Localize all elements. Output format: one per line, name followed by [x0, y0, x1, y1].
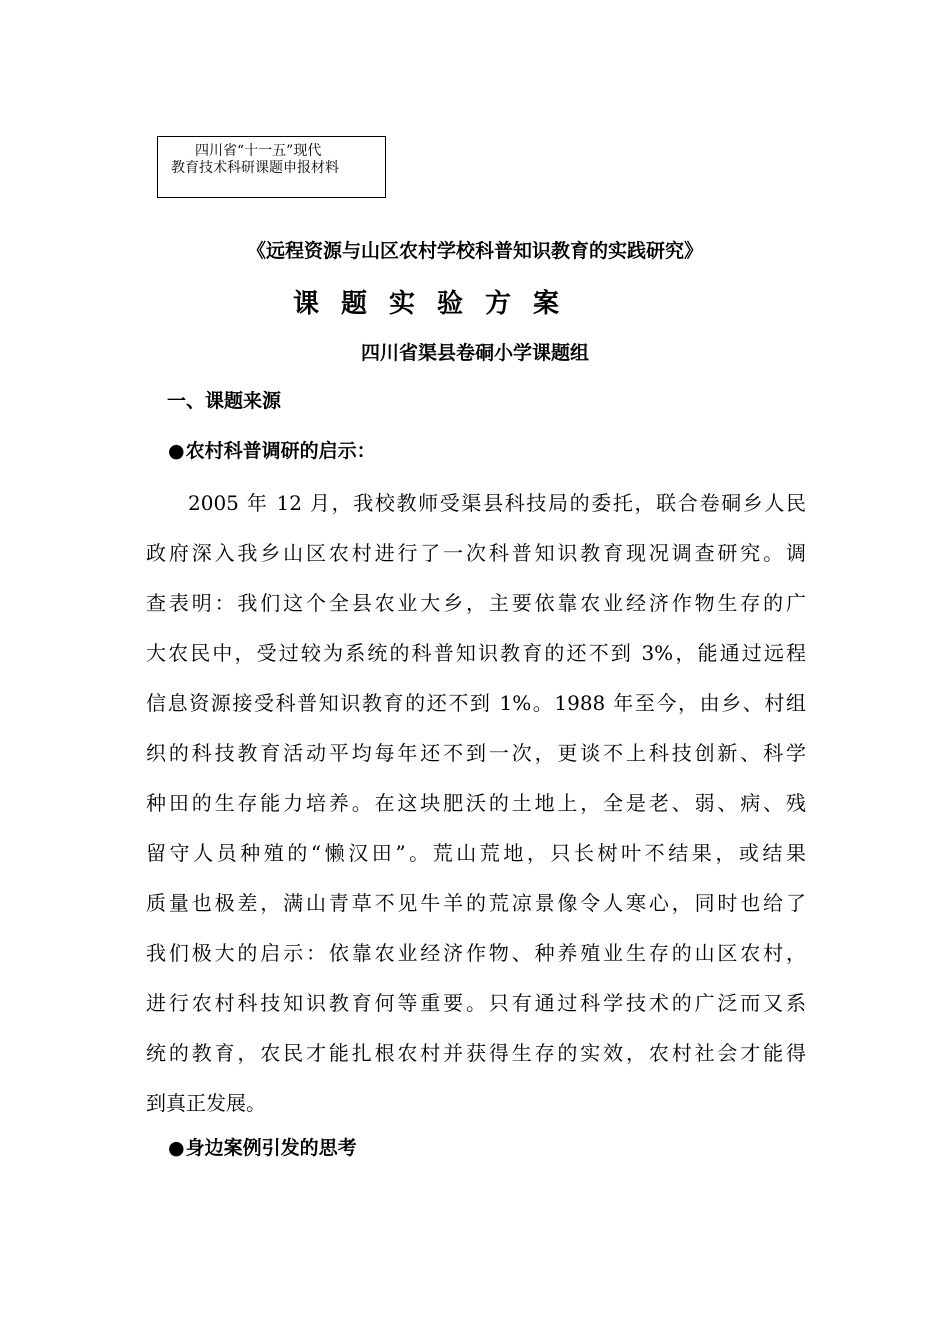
paragraph-line: 我们极大的启示：依靠农业经济作物、种养殖业生存的山区农村，: [146, 941, 806, 965]
paragraph-line: 种田的生存能力培养。在这块肥沃的土地上，全是老、弱、病、残: [146, 791, 806, 815]
paragraph-line: 大农民中，受过较为系统的科普知识教育的还不到 3%，能通过远程: [146, 641, 806, 665]
paragraph-line: 质量也极差，满山青草不见牛羊的荒凉景像令人寒心，同时也给了: [146, 891, 806, 915]
paragraph-line: 2005 年 12 月，我校教师受渠县科技局的委托，联合卷硐乡人民: [188, 491, 806, 515]
document-subtitle: 课题实验方案: [292, 289, 581, 319]
document-title: 《远程资源与山区农村学校科普知识教育的实践研究》: [246, 240, 703, 262]
stamp-line-2: 教育技术科研课题申报材料: [171, 160, 339, 176]
application-stamp-box: [157, 136, 386, 198]
paragraph-line: 留守人员种殖的“懒汉田”。荒山荒地，只长树叶不结果，或结果: [146, 841, 806, 865]
paragraph-line: 织的科技教育活动平均每年还不到一次，更谈不上科技创新、科学: [146, 741, 806, 765]
paragraph-line: 到真正发展。: [146, 1091, 266, 1115]
body-paragraph: [146, 478, 806, 1128]
section-heading-1: 一、课题来源: [167, 390, 282, 412]
paragraph-line: 统的教育，农民才能扎根农村并获得生存的实效，农村社会才能得: [146, 1041, 806, 1065]
bullet-heading-2: [168, 1133, 357, 1160]
document-author-org: 四川省渠县卷硐小学课题组: [360, 342, 589, 364]
bullet-heading-text: 农村科普调研的启示：: [185, 440, 376, 462]
bullet-heading-text: 身边案例引发的思考: [185, 1137, 357, 1159]
bullet-dot-icon: ●: [168, 440, 185, 462]
bullet-heading-1: [168, 436, 376, 463]
stamp-line-1: 四川省“十一五”现代: [195, 143, 322, 159]
paragraph-line: 查表明：我们这个全县农业大乡，主要依靠农业经济作物生存的广: [146, 591, 806, 615]
paragraph-line: 信息资源接受科普知识教育的还不到 1%。1988 年至今，由乡、村组: [146, 691, 806, 715]
paragraph-line: 进行农村科技知识教育何等重要。只有通过科学技术的广泛而又系: [146, 991, 806, 1015]
paragraph-line: 政府深入我乡山区农村进行了一次科普知识教育现况调查研究。调: [146, 541, 806, 565]
bullet-dot-icon: ●: [168, 1137, 185, 1159]
